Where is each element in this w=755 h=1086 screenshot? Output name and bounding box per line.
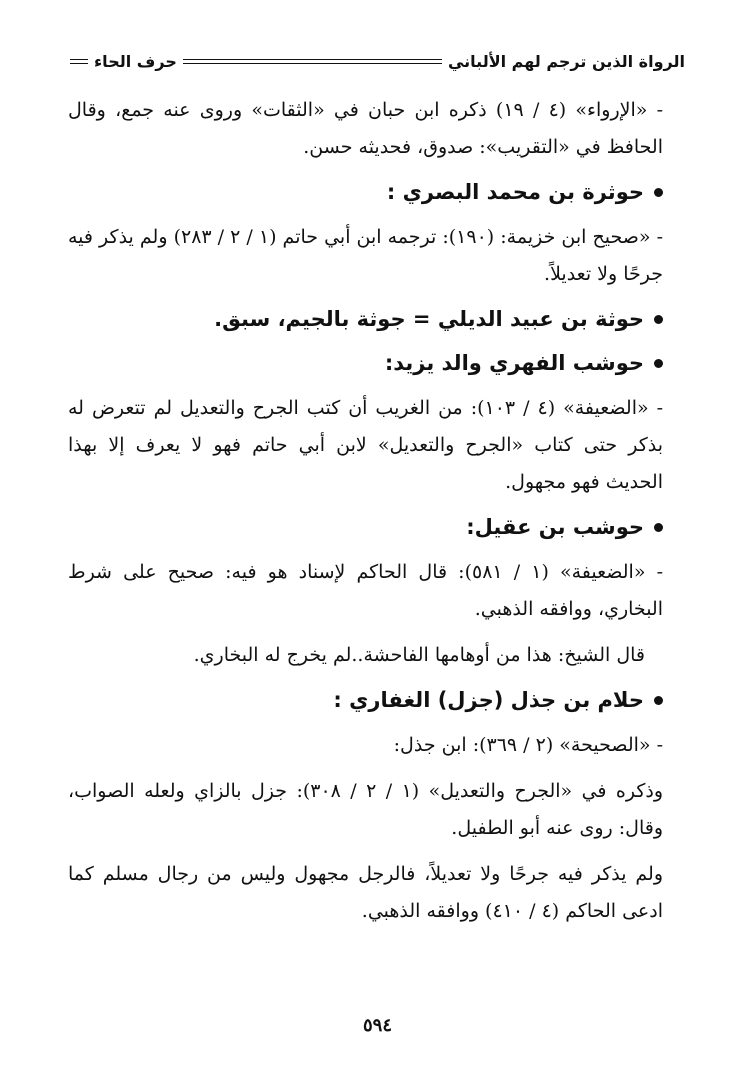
bullet-icon <box>654 359 663 368</box>
page-number: ٥٩٤ <box>362 1015 392 1036</box>
narrator-entry <box>68 302 663 336</box>
narrator-entry <box>68 175 663 209</box>
paragraph: - «الإرواء» (٤ / ١٩) ذكره ابن حبان في «الثقات» وروى عنه جمع، وقال الحافظ في «التقريب»: صدوق، فحديثه حسن. <box>68 99 663 158</box>
bullet-icon <box>654 315 663 324</box>
paragraph: - «الصحيحة» (٢ / ٣٦٩): ابن جذل: <box>393 734 663 756</box>
section-title: حرف الحاء <box>94 51 177 71</box>
header-rule-tail <box>70 59 88 64</box>
bullet-icon <box>654 188 663 197</box>
entry-title: حوشب الفهري والد يزيد: <box>384 351 644 375</box>
paragraph: قال الشيخ: هذا من أوهامها الفاحشة..لم يخرج له البخاري. <box>193 644 645 666</box>
narrator-entry <box>68 510 663 544</box>
entry-title: حوثة بن عبيد الديلي = جوثة بالجيم، سبق. <box>214 307 644 331</box>
paragraph: ولم يذكر فيه جرحًا ولا تعديلاً، فالرجل مجهول وليس من رجال مسلم كما ادعى الحاكم (٤ / ٤١٠) ووافقه الذهبي. <box>68 863 663 922</box>
running-header <box>70 46 685 76</box>
book-title: الرواة الذين ترجم لهم الألباني <box>447 51 685 71</box>
paragraph: - «الضعيفة» (٤ / ١٠٣): من الغريب أن كتب الجرح والتعديل لم تتعرض له بذكر حتى كتاب «الجرح والتعديل» لابن أبي حاتم فهو لا يعرف إلا بهذا الحديث فهو مجهول. <box>68 397 663 493</box>
entry-title: حوثرة بن محمد البصري : <box>386 180 644 204</box>
paragraph: - «صحيح ابن خزيمة: (١٩٠): ترجمه ابن أبي حاتم (١ / ٢ / ٢٨٣) ولم يذكر فيه جرحًا ولا تعديلاً. <box>68 226 663 285</box>
bullet-icon <box>654 523 663 532</box>
narrator-entry <box>68 683 663 717</box>
narrator-entry <box>68 346 663 380</box>
entry-title: حوشب بن عقيل: <box>466 515 644 539</box>
entry-title: حلام بن جذل (جزل) الغفاري : <box>333 688 644 712</box>
paragraph: - «الضعيفة» (١ / ٥٨١): قال الحاكم لإسناد هو فيه: صحيح على شرط البخاري، ووافقه الذهبي. <box>68 561 663 620</box>
page-content <box>68 92 663 939</box>
paragraph: وذكره في «الجرح والتعديل» (١ / ٢ / ٣٠٨): جزل بالزاي ولعله الصواب، وقال: روى عنه أبو الطفيل. <box>68 780 664 839</box>
header-rule <box>183 59 442 64</box>
bullet-icon <box>654 696 663 705</box>
